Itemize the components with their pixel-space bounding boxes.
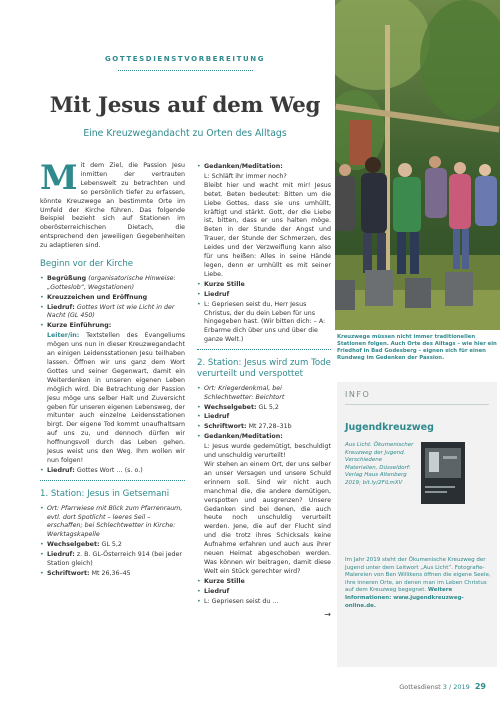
mid-items: [197, 163, 331, 172]
cemetery-photo: [335, 0, 500, 330]
mid-items-2: [197, 281, 331, 345]
list-item: • Wechselgebet: GL 5,2: [197, 404, 331, 413]
section-divider: [197, 349, 331, 350]
section-divider: [40, 480, 185, 481]
intro-text: it dem Ziel, die Passion Jesu inmitten der vertrauten Lebenswelt zu betrachten und so persönlich tiefer zu erfassen, könnte Kreuzwege an bestimmte Orte im Umfeld der Kirche führen. Das folgende Beispiel bezieht sich auf Stationen im oberösterreichischen Dietach, die entsprechend den jeweiligen Gegebenheiten zu adaptieren sind.: [40, 162, 185, 250]
section-heading-station2: 2. Station: Jesus wird zum Tode verurteilt und verspottet: [197, 358, 331, 379]
list-item: • L: Gepriesen seist du, Herr Jesus Christus, der du dein Leben für uns hingegeben hast. (Wir bitten dich: – A: Erbarme dich über uns und über die ganze Welt.): [197, 301, 331, 346]
list-item: • Liedruf: [197, 588, 331, 597]
info-box: [337, 382, 497, 667]
list-item: • Kurze Einführung:: [40, 322, 185, 331]
dropcap: M: [40, 158, 78, 198]
middle-column: [197, 162, 331, 619]
list-item: • Schriftwort: Mt 26,36–45: [40, 570, 185, 579]
book-cover-image: [421, 442, 465, 504]
intro-paragraph: [40, 158, 185, 251]
page-subtitle: Eine Kreuzwegandacht zu Orten des Alltags: [83, 128, 287, 139]
photo-illustration: [335, 0, 500, 330]
info-title: Jugendkreuzweg: [345, 422, 434, 433]
list-item: • Liedruf: Gottes Wort … (s. o.): [40, 467, 185, 476]
list-item: • Gedanken/Meditation:: [197, 433, 331, 442]
info-description: Im Jahr 2019 steht der Ökumenische Kreuzweg der Jugend unter dem Leitwort „Aus Licht“. Fotografie-Malereien von Ben Willikens öffnen die eigene Seele, ihre inneren Orte, an denen man im Leben Christus auf dem Kreuzweg begegnet. Weitere Informationen: www.jugendkreuzweg-online.de.: [345, 557, 491, 609]
list-item: • Wechselgebet: GL 5,2: [40, 541, 185, 550]
list-item: • Liedruf: [197, 413, 331, 422]
list-item: • Gedanken/Meditation:: [197, 163, 331, 172]
list-item: • Ort: Pfarrwiese mit Blick zum Pfarrenraum, evtl. dort Spotlicht – leeres Seil – erschaffen; bei Schlechtwetter in Kirche: Werktagskapelle: [40, 505, 185, 541]
issue-number: 3 / 2019: [442, 683, 470, 691]
meditation-text: L: Schläft ihr immer noch? Bleibt hier und wacht mit mir! Jesus betet. Beten bedeutet: Bitten um die Liebe Gottes, dass sie uns umhüllt, kräftigt und stärkt. Gott, der die Liebe ist, bitten, dass er uns halten möge. Beten in der Stunde der Angst und Trauer, der Stunde der Schmerzen, des Leides und der Verzweiflung kann also für uns heißen: Alles in seine Hände legen, denn er umhüllt es mit seiner Liebe.: [204, 172, 331, 278]
magazine-name: Gottesdienst: [399, 683, 441, 691]
station2-meditation: L: Jesus wurde gedemütigt, beschuldigt und unschuldig verurteilt! Wir stehen an einem Ort, der uns selber an unser Versagen und unsere Schuld erinnern soll. Sind wir nicht auch manchmal die, die andere demütigen, verspotten und ausgrenzen? Unsere Gedanken sind bei denen, die auch heute noch unschuldig verurteilt werden. Jene, die auf der Flucht sind und die trotz ihres Schicksals keine Aufnahme erfahren und auch aus ihrer neuen Heimat abgeschoben werden. Was können wir beitragen, damit diese Welt ein Stück gerechter wird?: [204, 443, 331, 575]
left-column: [40, 158, 185, 580]
info-book-reference: Aus Licht. Ökumenischer Kreuzweg der Jugend. Verschiedene Materialien, Düsseldorf: Verlag Haus Altenberg 2019; bit.ly/2FiLmXV: [345, 442, 414, 486]
list-item: • Liedruf: z. B. GL-Österreich 914 (bei jeder Station gleich): [40, 551, 185, 569]
page-footer: [399, 682, 486, 691]
list-item: • Kurze Stille: [197, 578, 331, 587]
section-heading-station1: 1. Station: Jesus in Getsemani: [40, 488, 170, 499]
list-item: • Begrüßung (organisatorische Hinweise: „Gotteslob“, Wegstationen): [40, 275, 185, 293]
continue-arrow-icon: →: [324, 609, 331, 619]
station1-items: [40, 505, 185, 579]
page-number: 29: [474, 682, 486, 691]
begin-intro-text: Leiter/in: Textstellen des Evangeliums mögen uns nun in dieser Kreuzwegandacht an einigen Leidensstationen Jesu teilhaben lassen. Öffnen wir uns ganz dem Wort Gottes und seiner Gegenwart, damit ein Weiterdenken in unseren eigenen Leben möglich wird. Die Betrachtung der Passion Jesu möge uns selber Halt und Zuversicht geben für unseren eigenen Lebensweg, der mitunter auch einzelne Leidensstationen birgt. Der eigene Tod kommt unaufhaltsam auf uns zu, und dennoch dürfen wir hoffnungsvoll durch das Leben gehen. Jesus weist uns den Weg. Ihm wollen wir nun folgen!: [47, 332, 185, 464]
page-title: Mit Jesus auf dem Weg: [49, 93, 321, 118]
list-item: • Schriftwort: Mt 27,28–31b: [197, 423, 331, 432]
list-item: • Kreuzzeichen und Eröffnung: [40, 294, 185, 303]
list-item: • Liedruf: Gottes Wort ist wie Licht in der Nacht (GL 450): [40, 304, 185, 322]
list-item: • L: Gepriesen seist du …: [197, 598, 331, 607]
section-kicker: GOTTESDIENSTVORBEREITUNG: [104, 55, 266, 63]
begin-items: [40, 275, 185, 331]
photo-caption: Kreuzwege müssen nicht immer traditionellen Stationen folgen. Auch Orte des Alltags – wie hier ein Friedhof in Bad Godesberg – eignen sich für einen Rundweg im Gedenken der Passion.: [337, 334, 497, 361]
info-label: INFO: [345, 390, 371, 399]
info-divider: [345, 404, 489, 405]
begin-liedruf: [40, 467, 185, 476]
list-item: • Kurze Stille: [197, 281, 331, 290]
station2-end-items: [197, 578, 331, 607]
kicker-divider: [118, 70, 253, 71]
list-item: • Liedruf: [197, 291, 331, 300]
list-item: • Ort: Kriegerdenkmal, bei Schlechtwetter: Beichtort: [197, 385, 331, 403]
section-heading-begin: Beginn vor der Kirche: [40, 259, 134, 270]
station2-items: [197, 385, 331, 442]
